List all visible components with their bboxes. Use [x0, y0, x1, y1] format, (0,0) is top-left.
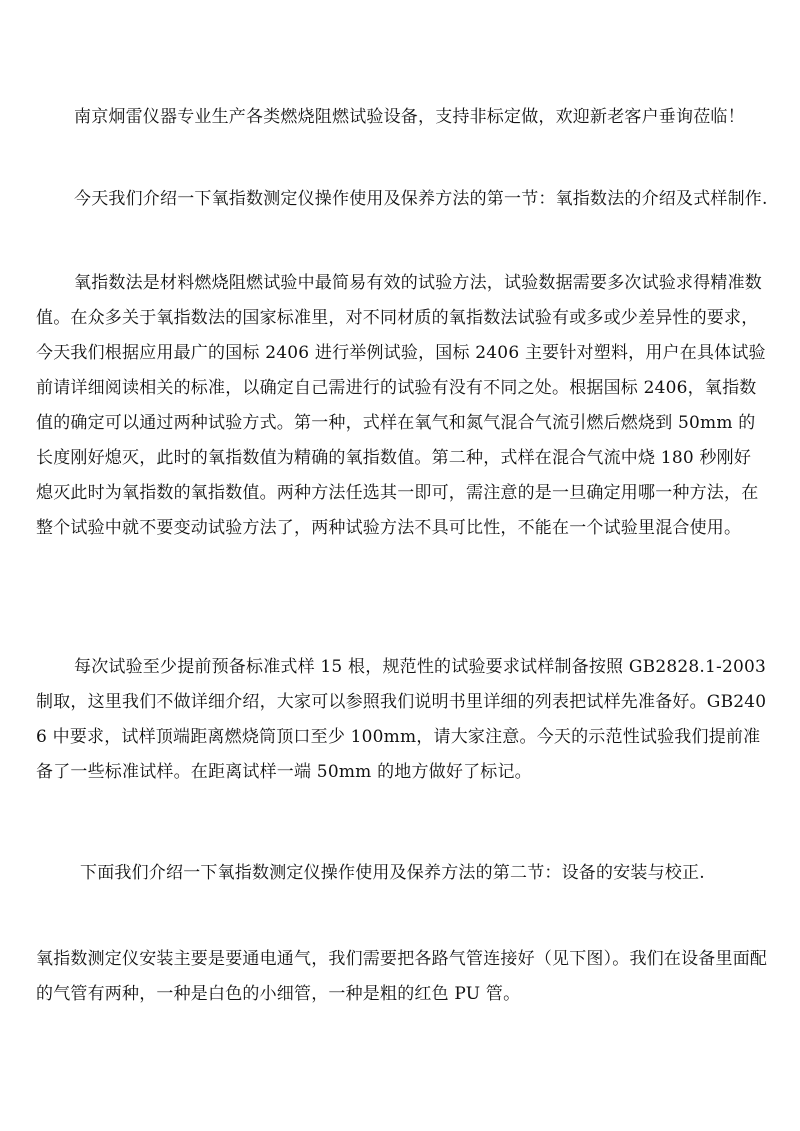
oxygen-index-method-paragraph: 氧指数法是材料燃烧阻燃试验中最简易有效的试验方法，试验数据需要多次试验求得精准数值。在众多关于氧指数法的国家标准里，对不同材质的氧指数法试验有或多或少差异性的要求，今天我们根据应用最广的国标 2406 进行举例试验，国标 2406 主要针对塑料，用户在具体试验前请详细阅读相关的标准，以确定自己需进行的试验有没有不同之处。根据国标 2406，氧指数值的确定可以通过两种试验方式。第一种，式样在氧气和氮气混合气流引燃后燃烧到 50mm 的长度刚好熄灭，此时的氧指数值为精确的氧指数值。第二种，式样在混合气流中烧 180 秒刚好熄灭此时为氧指数的氧指数值。两种方法任选其一即可，需注意的是一旦确定用哪一种方法，在整个试验中就不要变动试验方法了，两种试验方法不具可比性，不能在一个试验里混合使用。 — [36, 273, 766, 538]
section-one-heading-paragraph: 今天我们介绍一下氧指数测定仪操作使用及保养方法的第一节：氧指数法的介绍及式样制作. — [74, 189, 768, 209]
section-two-heading-paragraph: 下面我们介绍一下氧指数测定仪操作使用及保养方法的第二节：设备的安装与校正. — [80, 863, 705, 883]
intro-paragraph: 南京炯雷仪器专业生产各类燃烧阻燃试验设备，支持非标定做，欢迎新老客户垂询莅临！ — [74, 107, 745, 127]
installation-paragraph: 氧指数测定仪安装主要是要通电通气，我们需要把各路气管连接好（见下图）。我们在设备里面配的气管有两种，一种是白色的小细管，一种是粗的红色 PU 管。 — [36, 949, 768, 1004]
specimen-preparation-paragraph: 每次试验至少提前预备标准式样 15 根，规范性的试验要求试样制备按照 GB2828.1-2003 制取，这里我们不做详细介绍，大家可以参照我们说明书里详细的列表把试样先准备好。GB2406 中要求，试样顶端距离燃烧筒顶口至少 100mm，请大家注意。今天的示范性试验我们提前准备了一些标准试样。在距离试样一端 50mm 的地方做好了标记。 — [36, 657, 767, 782]
